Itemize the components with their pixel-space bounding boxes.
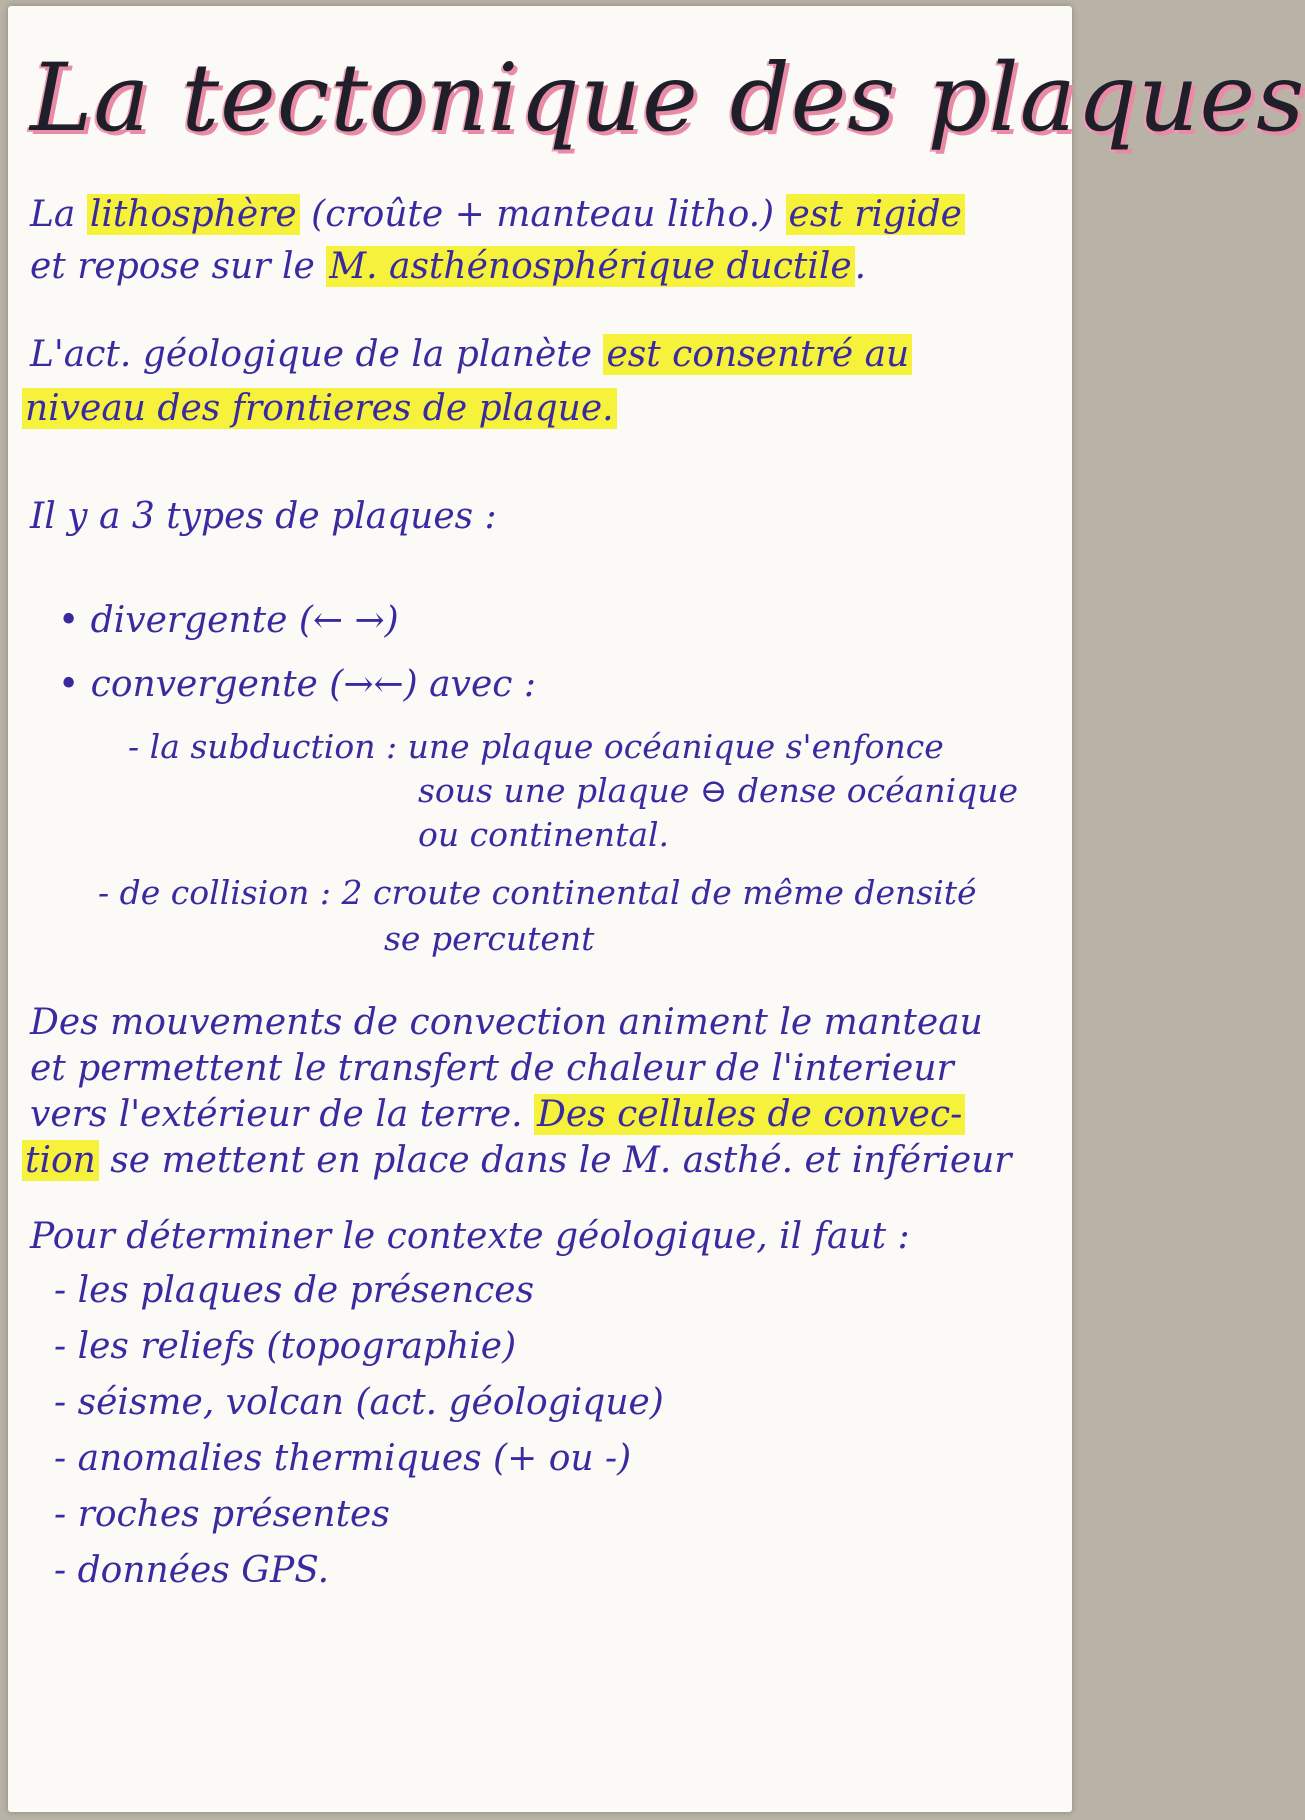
text: L'act. géologique de la planète	[30, 334, 604, 375]
subduction-line-2: sous une plaque ⊖ dense océanique	[418, 771, 1019, 810]
context-item-6: - données GPS.	[54, 1550, 330, 1591]
text: La	[30, 194, 87, 235]
highlight-frontieres: niveau des frontieres de plaque.	[22, 388, 617, 429]
bullet-divergente: • divergente (← →)	[58, 600, 399, 641]
note-page	[8, 6, 1305, 1812]
plate-types-heading: Il y a 3 types de plaques :	[30, 496, 497, 537]
p1-line-2	[30, 244, 866, 290]
p4-line-1: Des mouvements de convection animent le manteau	[30, 1002, 983, 1043]
highlight-rigide: est rigide	[786, 194, 965, 235]
collision-line-1: - de collision : 2 croute continental de même densité	[98, 873, 977, 912]
subduction-line-1: - la subduction : une plaque océanique s'enfonce	[128, 727, 944, 766]
context-item-4: - anomalies thermiques (+ ou -)	[54, 1438, 632, 1479]
p4-line-3	[30, 1092, 965, 1138]
page-title: La tectonique des plaques	[30, 44, 1305, 153]
highlight-tion: tion	[22, 1140, 99, 1181]
p4-line-2: et permettent le transfert de chaleur de l'interieur	[30, 1048, 954, 1089]
highlight-cellules: Des cellules de convec-	[534, 1094, 965, 1135]
text: et repose sur le	[30, 246, 327, 287]
text: .	[854, 246, 867, 287]
context-item-1: - les plaques de présences	[54, 1270, 535, 1311]
text: (croûte + manteau litho.)	[299, 194, 786, 235]
context-heading: Pour déterminer le contexte géologique, il faut :	[30, 1216, 910, 1257]
p4-line-4	[22, 1138, 1012, 1184]
context-item-2: - les reliefs (topographie)	[54, 1326, 517, 1367]
highlight-lithosphere: lithosphère	[87, 194, 300, 235]
bullet-convergente: • convergente (→←) avec :	[58, 664, 537, 705]
context-item-3: - séisme, volcan (act. géologique)	[54, 1382, 664, 1423]
context-item-5: - roches présentes	[54, 1494, 390, 1535]
highlight-concentre: est consentré au	[603, 334, 912, 375]
p1-line-1	[30, 192, 965, 238]
highlight-asthenosphere: M. asthénosphérique ductile	[326, 246, 854, 287]
collision-line-2: se percutent	[384, 919, 595, 958]
p2-line-2	[22, 386, 617, 432]
p2-line-1	[30, 332, 912, 378]
text: se mettent en place dans le M. asthé. et inférieur	[98, 1140, 1012, 1181]
text: vers l'extérieur de la terre.	[30, 1094, 535, 1135]
subduction-line-3: ou continental.	[418, 815, 670, 854]
